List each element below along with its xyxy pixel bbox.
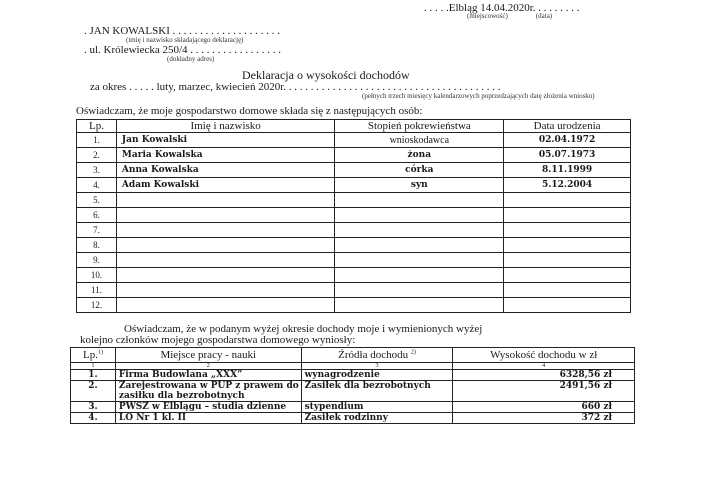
- table-row: [77, 298, 631, 313]
- column-number-row: [71, 363, 635, 370]
- column-header-workplace: Miejsce pracy - nauki: [115, 348, 301, 363]
- table-row: [77, 148, 631, 163]
- member-dob: 8.11.1999: [504, 163, 631, 178]
- income-workplace: Zarejestrowana w PUP z prawem do zasiłku dla bezrobotnych: [115, 381, 301, 402]
- table-row: [77, 163, 631, 178]
- income-source: Zasiłek dla bezrobotnych: [301, 381, 453, 402]
- member-name: [116, 298, 335, 313]
- income-amount: 372 zł: [453, 413, 635, 424]
- table-row: [71, 402, 635, 413]
- income-source: stypendium: [301, 402, 453, 413]
- income-source: wynagrodzenie: [301, 370, 453, 381]
- place-date-caption: (miejscowość) (data): [467, 12, 553, 20]
- row-number: 4.: [71, 413, 116, 424]
- column-header-source: [301, 348, 453, 363]
- member-name: [116, 193, 335, 208]
- row-number: 6.: [77, 208, 117, 223]
- applicant-name-caption: (imię i nazwisko składającego deklarację): [126, 36, 244, 44]
- table-row: [77, 253, 631, 268]
- applicant-address-caption: (dokładny adres): [167, 55, 215, 63]
- member-relation: żona: [335, 148, 504, 163]
- applicant-name-line: . JAN KOWALSKI . . . . . . . . . . . . . . . . . . . .: [84, 25, 280, 37]
- member-dob: [504, 268, 631, 283]
- table-row: [77, 178, 631, 193]
- table-row: [77, 193, 631, 208]
- row-number: 7.: [77, 223, 117, 238]
- column-header-dob: Data urodzenia: [504, 120, 631, 133]
- table-row: [71, 413, 635, 424]
- column-header-lp: [71, 348, 116, 363]
- table-row: [77, 238, 631, 253]
- member-dob: 05.07.1973: [504, 148, 631, 163]
- household-members-table: [76, 119, 631, 313]
- row-number: 1.: [71, 370, 116, 381]
- income-workplace: LO Nr 1 kl. II: [115, 413, 301, 424]
- place-date-line: . . . . .Elbląg 14.04.2020r. . . . . . . . .: [424, 2, 580, 14]
- row-number: 10.: [77, 268, 117, 283]
- period-line: za okres . . . . . luty, marzec, kwiecień 2020r. . . . . . . . . . . . . . . . . . . . . . . . . . . . . . . . . . . . . . . .: [90, 81, 501, 93]
- member-relation: syn: [335, 178, 504, 193]
- member-name: Adam Kowalski: [116, 178, 335, 193]
- member-dob: [504, 253, 631, 268]
- income-amount: 2491,56 zł: [453, 381, 635, 402]
- table-row: [77, 223, 631, 238]
- row-number: 8.: [77, 238, 117, 253]
- column-number: 1: [71, 363, 116, 370]
- row-number: 1.: [77, 133, 117, 148]
- member-name: [116, 253, 335, 268]
- member-dob: [504, 223, 631, 238]
- declaration-title: Deklaracja o wysokości dochodów: [242, 68, 410, 82]
- member-name: Maria Kowalska: [116, 148, 335, 163]
- table-row: [77, 268, 631, 283]
- member-relation: [335, 283, 504, 298]
- row-number: 4.: [77, 178, 117, 193]
- lp-label: Lp.: [82, 349, 98, 361]
- members-header-row: [77, 120, 631, 133]
- member-relation: [335, 193, 504, 208]
- table-row: [77, 133, 631, 148]
- period-caption: (pełnych trzech miesięcy kalendarzowych poprzedzających datę złożenia wniosku): [362, 92, 595, 100]
- member-dob: 5.12.2004: [504, 178, 631, 193]
- member-relation: wnioskodawca: [335, 133, 504, 148]
- row-number: 2.: [71, 381, 116, 402]
- member-relation: [335, 253, 504, 268]
- row-number: 5.: [77, 193, 117, 208]
- member-relation: [335, 268, 504, 283]
- table-row: [77, 208, 631, 223]
- row-number: 11.: [77, 283, 117, 298]
- member-dob: 02.04.1972: [504, 133, 631, 148]
- member-name: Jan Kowalski: [116, 133, 335, 148]
- income-workplace: PWSZ w Elblągu – studia dzienne: [115, 402, 301, 413]
- member-dob: [504, 238, 631, 253]
- column-number: 4: [453, 363, 635, 370]
- table-row: [71, 370, 635, 381]
- income-statement-line1: Oświadczam, że w podanym wyżej okresie dochody moje i wymienionych wyżej: [124, 323, 483, 335]
- table-row: [71, 381, 635, 402]
- applicant-address-line: . ul. Królewiecka 250/4 . . . . . . . . . . . . . . . . .: [84, 44, 282, 56]
- household-statement: Oświadczam, że moje gospodarstwo domowe składa się z następujących osób:: [76, 105, 423, 117]
- column-header-lp: Lp.: [77, 120, 117, 133]
- member-name: [116, 223, 335, 238]
- column-header-amount: Wysokość dochodu w zł: [453, 348, 635, 363]
- row-number: 3.: [77, 163, 117, 178]
- column-number: 3: [301, 363, 453, 370]
- source-label: Źródła dochodu: [338, 349, 409, 361]
- income-workplace: Firma Budowlana „XXX”: [115, 370, 301, 381]
- income-statement-line2: kolejno członków mojego gospodarstwa domowego wyniosły:: [80, 334, 356, 346]
- member-name: Anna Kowalska: [116, 163, 335, 178]
- column-header-name: Imię i nazwisko: [116, 120, 335, 133]
- lp-footnote-marker: 1): [97, 349, 103, 356]
- table-row: [77, 283, 631, 298]
- member-relation: [335, 208, 504, 223]
- source-footnote-marker: 2): [410, 349, 416, 356]
- member-name: [116, 208, 335, 223]
- row-number: 2.: [77, 148, 117, 163]
- member-relation: [335, 223, 504, 238]
- income-amount: 660 zł: [453, 402, 635, 413]
- column-header-relation: Stopień pokrewieństwa: [335, 120, 504, 133]
- income-header-row: [71, 348, 635, 363]
- member-name: [116, 283, 335, 298]
- income-table: [70, 347, 635, 424]
- column-number: 2: [115, 363, 301, 370]
- member-dob: [504, 193, 631, 208]
- member-name: [116, 238, 335, 253]
- row-number: 12.: [77, 298, 117, 313]
- member-name: [116, 268, 335, 283]
- member-relation: córka: [335, 163, 504, 178]
- row-number: 3.: [71, 402, 116, 413]
- income-amount: 6328,56 zł: [453, 370, 635, 381]
- row-number: 9.: [77, 253, 117, 268]
- income-source: Zasiłek rodzinny: [301, 413, 453, 424]
- member-dob: [504, 283, 631, 298]
- member-relation: [335, 238, 504, 253]
- member-relation: [335, 298, 504, 313]
- member-dob: [504, 208, 631, 223]
- member-dob: [504, 298, 631, 313]
